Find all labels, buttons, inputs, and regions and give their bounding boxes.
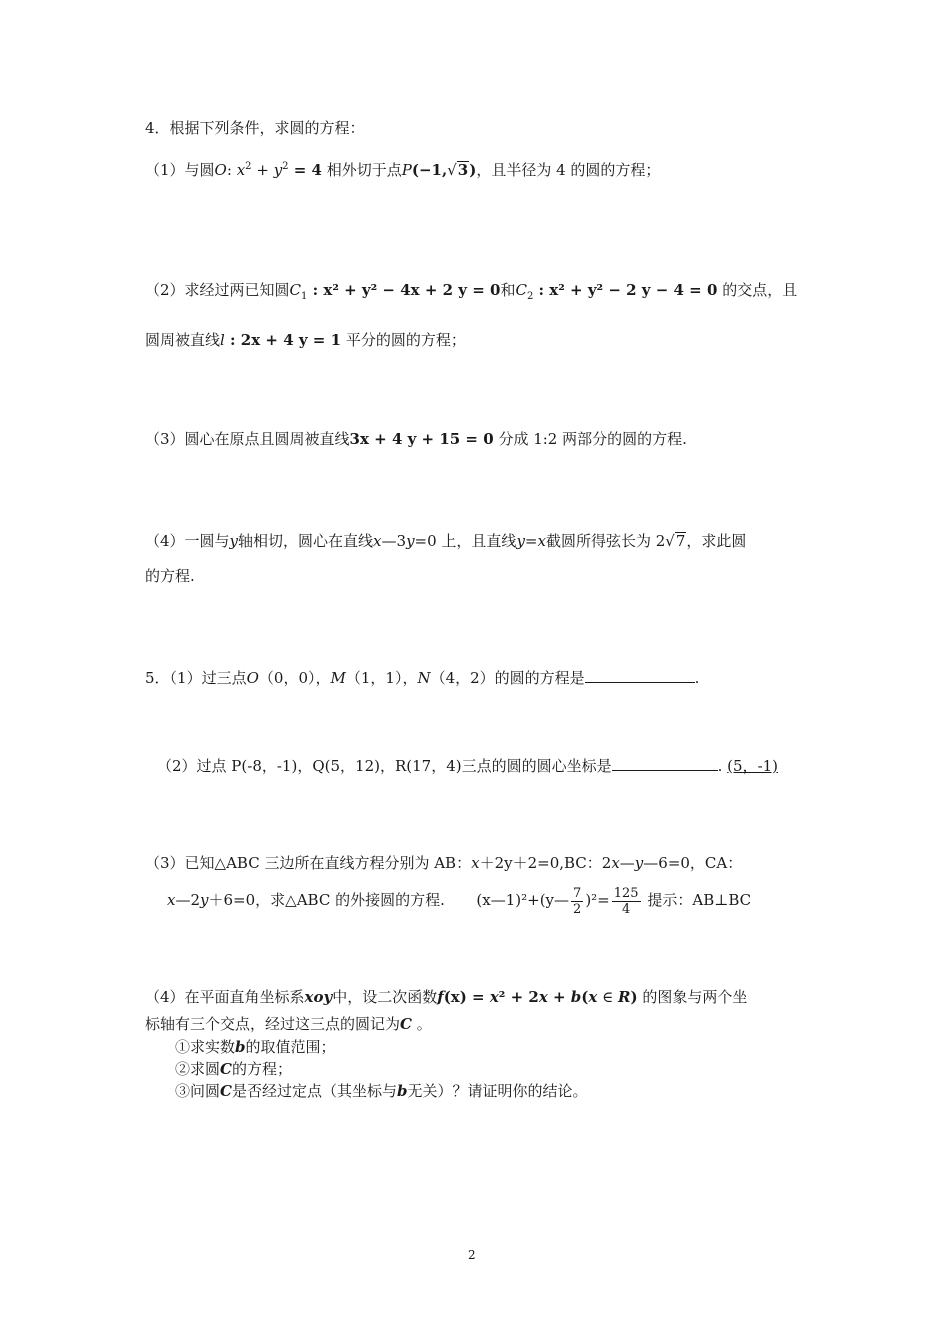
q4-p1-post: ，且半径为 4 的圆的方程； (476, 161, 661, 179)
q5-p4-fg: b (570, 988, 582, 1006)
answer-blank[interactable] (585, 666, 695, 683)
q5-p3-l2b: ＋6=0，求△ABC 的外接圆的方程. (208, 891, 445, 909)
q5-p4-s1a: ①求实数 (175, 1038, 236, 1056)
q5-p3-l1d: —6=0，CA： (643, 854, 743, 872)
q4-title: 4．根据下列条件，求圆的方程： (145, 119, 365, 137)
q4-p1-y: y (273, 161, 283, 179)
q5-p3-hint: 提示：AB⊥BC (647, 891, 752, 909)
q5-p4-fi: x (588, 988, 598, 1006)
q5-p4-s3e: 无关）？请证明你的结论。 (407, 1082, 588, 1100)
q5-p4-s2b: C (220, 1060, 232, 1078)
q5-p2-answer: (5，-1) (727, 757, 779, 775)
q4-p1-colon: : (226, 161, 232, 179)
q5-p1-n-coord: （4，2）的圆的方程是 (430, 669, 585, 687)
q4-p4-y: y (229, 532, 239, 550)
q5-p3-l2a: —2 (175, 891, 201, 909)
q4-p2-c2: C (515, 281, 527, 299)
q5-p3-l2y: y (200, 891, 209, 909)
q4-p2-line2-pre: 圆周被直线 (145, 331, 221, 349)
q4-p4-line-y: y (406, 532, 415, 550)
q4-p2-and: 和 (500, 281, 516, 299)
q5-part4-line2 (145, 1013, 432, 1035)
q5-part4-sub3 (175, 1080, 588, 1102)
q5-p4-mid: 中，设二次函数 (332, 988, 438, 1006)
q5-p1-end: . (694, 669, 700, 687)
q5-p3-l1x2: x (611, 854, 620, 872)
q4-p2-pre: （2）求经过两已知圆 (145, 281, 290, 299)
q4-p4-line-d: =0 上，且直线 (414, 532, 517, 550)
q4-p4-mid1: 轴相切，圆心在直线 (238, 532, 374, 550)
sqrt-icon: √ (447, 161, 457, 179)
q4-part2-line1 (145, 279, 797, 308)
q5-p4-s3d: b (396, 1082, 408, 1100)
q4-p3-post: 分成 1:2 两部分的圆的方程. (498, 430, 687, 448)
q4-part4-line2: 的方程. (145, 567, 195, 585)
q4-p2-line-eq: : 2x + 4 y = 1 (224, 331, 342, 349)
q5-part2 (157, 754, 778, 777)
q4-p4-line-b: —3 (381, 532, 407, 550)
q4-p2-c2-eq: : x² + y² − 2 y − 4 = 0 (533, 281, 718, 299)
q4-part3 (145, 428, 687, 450)
q5-p4-ff: + (547, 988, 571, 1006)
q5-p3-l2x: x (167, 891, 176, 909)
q4-p4-pre: （4）一圆与 (145, 532, 230, 550)
q5-p3-l1x: x (471, 854, 480, 872)
q4-p4-eqsign: = (524, 532, 538, 550)
q5-part3-line2 (167, 884, 751, 917)
q5-p1-o-coord: （0，0）， (258, 669, 331, 687)
q5-p4-s3a: ③问圆 (175, 1082, 221, 1100)
q5-p4-s1c: 的取值范围； (245, 1038, 336, 1056)
q5-p1-m-coord: （1，1）， (345, 669, 418, 687)
q4-p3-eq: 3x + 4 y + 15 = 0 (349, 430, 494, 448)
q5-p1-n: N (417, 669, 431, 687)
q5-p4-fb: (x) = (443, 988, 490, 1006)
q4-p4-mid2: 截圆所得弦长为 2 (545, 532, 666, 550)
q5-p4-l2b: 。 (416, 1015, 432, 1033)
q5-p4-fc: x (489, 988, 499, 1006)
q5-p4-s3c: 是否经过定点（其坐标与 (231, 1082, 397, 1100)
q5-p3-l1a: （3）已知△ABC 三边所在直线方程分别为 AB： (145, 854, 472, 872)
q5-p4-post: 的图象与两个坐 (642, 988, 748, 1006)
q4-p2-line-l: l (220, 331, 225, 349)
q5-part3-line1 (145, 852, 742, 874)
q4-p2-c1-eq: : x² + y² − 4x + 2 y = 0 (307, 281, 501, 299)
q4-p4-ly: y (516, 532, 525, 550)
q5-p4-fk: R (618, 988, 631, 1006)
q5-p3-ans-b: )²= (585, 891, 610, 909)
q5-p4-s3b: C (220, 1082, 232, 1100)
q5-p4-s2a: ②求圆 (175, 1060, 221, 1078)
q4-p1-pre: （1）与圆 (145, 161, 215, 179)
q4-p1-plus: + (256, 161, 269, 179)
sqrt-icon: √ (665, 532, 675, 550)
q4-p2-line2-post: 平分的圆的方程； (345, 331, 466, 349)
q5-p1-o: O (246, 669, 259, 687)
q5-p4-xoy: xoy (304, 988, 333, 1006)
q4-part1: （1）与圆O: $x^2 + y^2 = 4$ 相外切于点P(−1,√3)，且半径为 4 的圆的方程； (145, 161, 661, 179)
q5-part4-sub1 (175, 1036, 336, 1058)
q4-p2-c1: C (289, 281, 302, 299)
q5-p4-fl: ) (630, 988, 638, 1006)
q4-p1-circle: O (214, 161, 227, 179)
q5-p3-l1y: y (634, 854, 644, 872)
q5-part1 (145, 666, 699, 689)
q5-part4-line1 (145, 986, 747, 1008)
q4-p1-eq: = 4 (288, 161, 322, 179)
q4-part2-line2 (145, 329, 466, 351)
q5-p3-ans-a: (x—1)²+(y— (476, 891, 570, 909)
frac-denominator: 4 (622, 901, 631, 917)
q5-p4-s1b: b (235, 1038, 246, 1056)
q5-p4-pre: （4）在平面直角坐标系 (145, 988, 305, 1006)
q4-p2-c2-sub: 2 (526, 291, 534, 302)
q4-p4-post: ，求此圆 (686, 532, 747, 550)
q5-p1-pre: 5．（1）过三点 (145, 669, 247, 687)
q4-p1-coord-c: ) (469, 161, 477, 179)
q4-p1-mid: 相外切于点 (326, 161, 402, 179)
q4-p2-post: 的交点，且 (722, 281, 798, 299)
q4-p1-sqrt-3: 3 (457, 161, 469, 179)
frac-denominator: 2 (573, 901, 582, 917)
q5-p4-l2a: 标轴有三个交点，经过这三点的圆记为 (145, 1015, 401, 1033)
q5-p2-dot: . (717, 757, 723, 775)
q4-p1-point: P (401, 161, 412, 179)
q5-p4-fd: ² + 2 (498, 988, 539, 1006)
q5-p2-text: （2）过点 P(-8，-1)，Q(5，12)，R(17，4)三点的圆的圆心坐标是 (157, 757, 612, 775)
q4-p1-coord-a: (−1, (411, 161, 448, 179)
q5-part4-sub2 (175, 1058, 292, 1080)
frac-numerator: 7 (573, 885, 582, 901)
page-number: 2 (468, 1248, 476, 1262)
q5-p4-fh: ( (581, 988, 589, 1006)
q4-part4-line1 (145, 530, 746, 552)
q4-p4-lx: x (537, 532, 546, 550)
frac-numerator: 125 (613, 885, 639, 901)
q5-p4-fe: x (538, 988, 548, 1006)
q4-p4-line-x: x (373, 532, 382, 550)
q4-p4-sqrt-7: 7 (675, 532, 686, 550)
answer-blank[interactable] (612, 754, 718, 771)
fraction-7-2 (571, 886, 583, 917)
q5-p3-l1c: — (619, 854, 635, 872)
q4-p2-c1-sub: 1 (301, 291, 308, 302)
q4-p3-pre: （3）圆心在原点且圆周被直线 (145, 430, 350, 448)
q5-p1-m: M (330, 669, 346, 687)
q5-p4-l2c: C (400, 1015, 412, 1033)
fraction-125-4 (612, 886, 641, 917)
q5-p4-s2c: 的方程； (231, 1060, 292, 1078)
q5-p4-fj: ∈ (597, 988, 618, 1006)
q5-p4-f: f (437, 988, 444, 1006)
q5-p3-l1b: ＋2y＋2=0,BC：2 (479, 854, 612, 872)
q4-p1-x: x (236, 161, 246, 179)
